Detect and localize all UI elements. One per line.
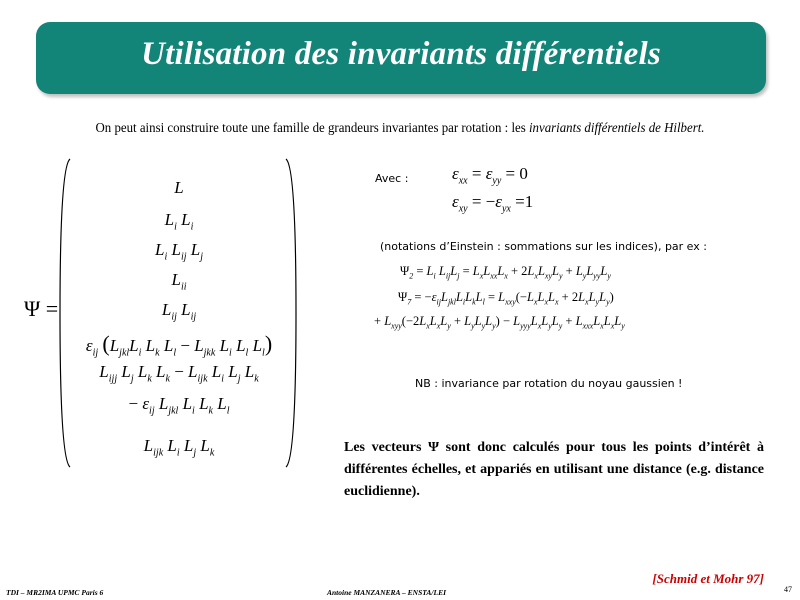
psi7-equation-line1: $\Psi_7 = -\varepsilon_{ij}L_{jkl}L_iL_kL_l = L_{xxy}(-L_xL_xL_x + 2L_xL_yL_y)$ xyxy=(398,290,614,307)
title-banner xyxy=(36,22,766,94)
reference-citation: [Schmid et Mohr 97] xyxy=(652,571,764,586)
nb-note: NB : invariance par rotation du noyau gaussien ! xyxy=(415,377,683,390)
page-number: 47 xyxy=(784,585,792,594)
avec-label: Avec : xyxy=(375,172,409,185)
intro-text xyxy=(32,121,768,137)
intro-emphasis: invariants différentiels de Hilbert. xyxy=(528,121,705,136)
psi-component-2: $L_i$ $L_i$ xyxy=(164,210,194,233)
epsilon-eq-2: $\varepsilon_{xy} = -\varepsilon_{yx} =1$ xyxy=(452,192,534,215)
footer-left: TDI – MR2IMA UPMC Paris 6 xyxy=(6,588,104,597)
psi-component-4: $L_{ii}$ xyxy=(171,270,187,293)
intro-prefix: On peut ainsi construire toute une famille de grandeurs invariantes par rotation : les xyxy=(95,121,529,136)
slide-title: Utilisation des invariants différentiels xyxy=(141,36,661,72)
psi-component-6: $\varepsilon_{ij}$ ($L_{jkl}L_i$ $L_k$ $L_l - L_{jkk}$ $L_i$ $L_l$ $L_l$) xyxy=(85,331,273,359)
psi-component-5: $L_{ij}$ $L_{ij}$ xyxy=(161,300,197,323)
psi2-equation: $\Psi_2 = L_i$ $L_{ij}L_j = L_xL_{xx}L_x + 2L_xL_{xy}L_y + L_yL_{yy}L_y$ xyxy=(400,264,611,281)
notation-text: (notations d’Einstein : sommations sur les indices), par ex : xyxy=(380,240,707,253)
psi-component-8: − $\varepsilon_{ij}$ $L_{jkl}$ $L_i$ $L_k$ $L_l$ xyxy=(128,394,230,417)
psi-component-9: $L_{ijk}$ $L_i$ $L_j$ $L_k$ xyxy=(143,436,215,459)
footer-center: Antoine MANZANERA – ENSTA/LEI xyxy=(327,588,446,597)
body-paragraph: Les vecteurs Ψ sont donc calculés pour tous les points d’intérêt à différentes échelles, et appariés en utilisant une distance (e.g. distance euclidienne). xyxy=(344,440,764,499)
psi-component-3: $L_i$ $L_{ij}$ $L_j$ xyxy=(154,240,204,263)
psi-component-7: $L_{ijj}$ $L_j$ $L_k$ $L_k - L_{ijk}$ $L_i$ $L_j$ $L_k$ xyxy=(99,362,259,385)
psi-equals: Ψ = xyxy=(24,296,59,321)
psi7-equation-line2: + $L_{xyy}(-2L_xL_xL_y + L_yL_yL_y) - L_{yyy}L_xL_yL_y + L_{xxx}L_xL_xL_y$ xyxy=(374,314,625,331)
epsilon-eq-1: $\varepsilon_{xx} = \varepsilon_{yy} = 0$ xyxy=(452,164,528,187)
psi-component-1: L xyxy=(174,178,184,197)
